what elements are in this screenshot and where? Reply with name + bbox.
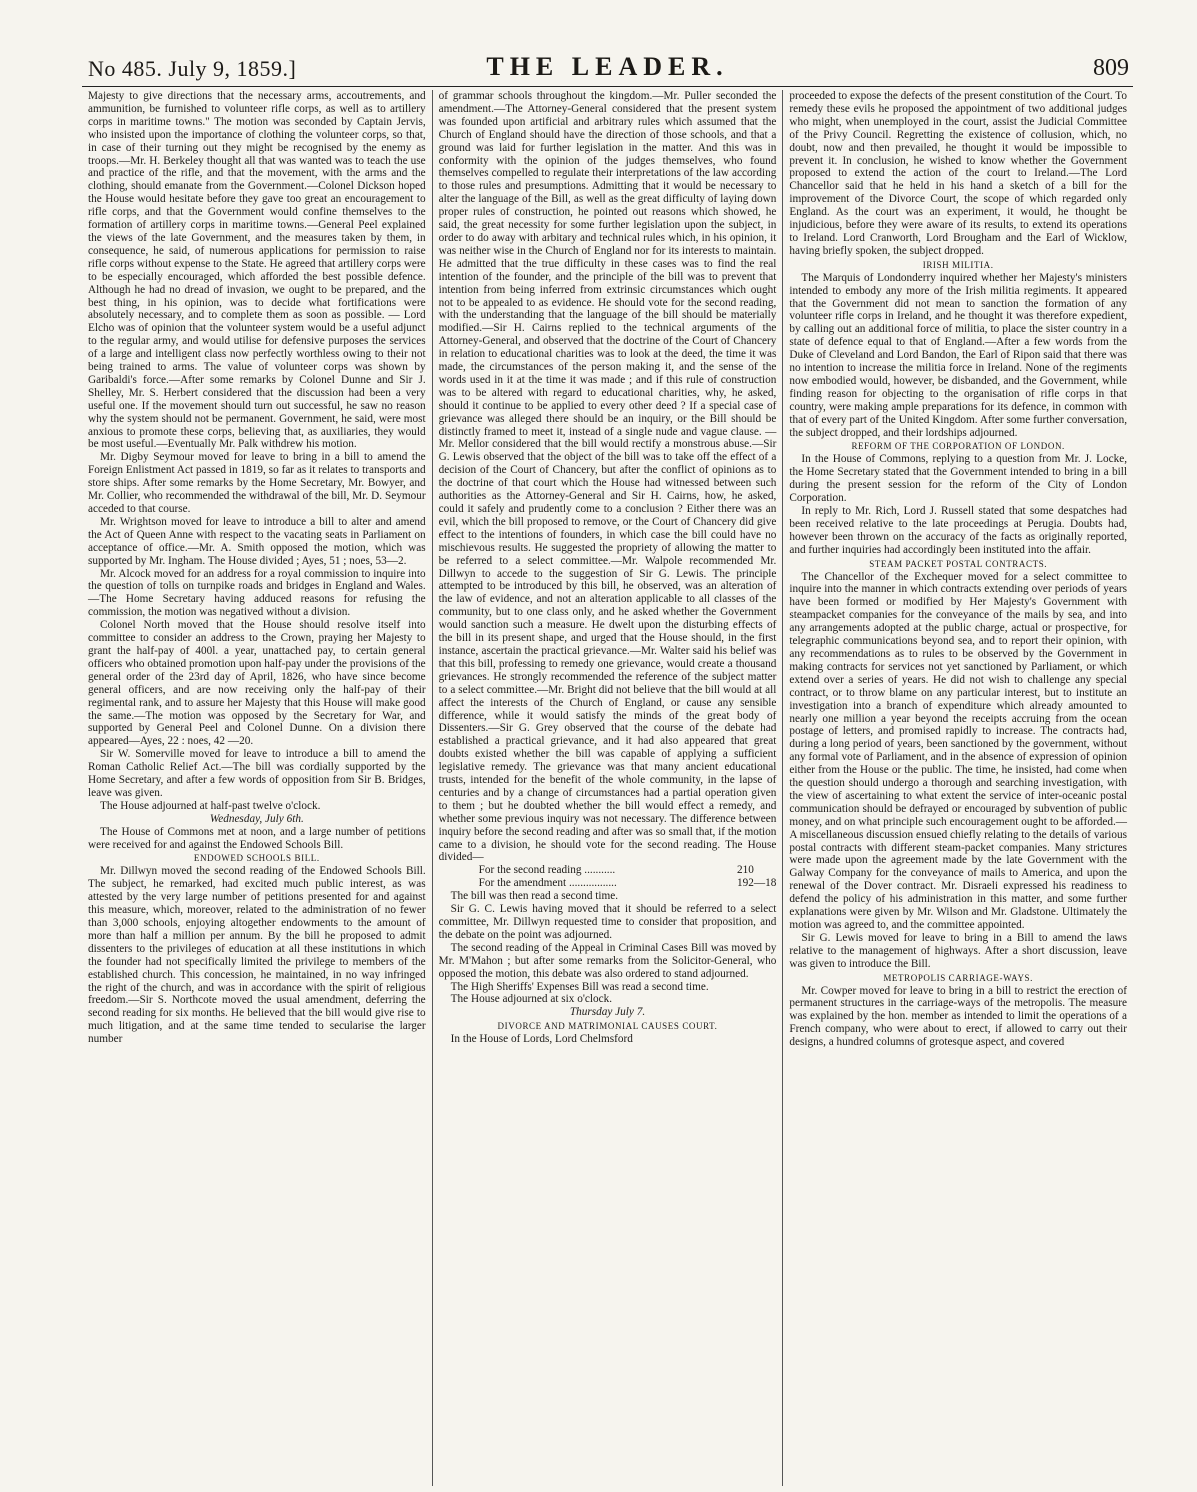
paragraph: In reply to Mr. Rich, Lord J. Russell stated that some despatches had been received relative to the late proceedings at Perugia. Doubts had, however been thrown on the accuracy of the facts as originally reported, and further inquiries had accordingly been instituted into the affair.	[789, 505, 1128, 556]
paragraph: Mr. Cowper moved for leave to bring in a bill to restrict the erection of permanent structures in the carriage-ways of the metropolis. The measure was explained by the hon. member as intended to limit the operations of a French company, who were about to erect, if allowed to carry out their designs, a hundred columns of grotesque aspect, and covered	[789, 984, 1128, 1049]
division-label: For the amendment .................	[478, 877, 617, 890]
paragraph: The second reading of the Appeal in Criminal Cases Bill was moved by Mr. M'Mahon ; but after some remarks from the Solicitor-General, who opposed the motion, this debate was also ordered to stand adjourned.	[438, 941, 777, 980]
section-heading: IRISH MILITIA.	[922, 259, 994, 270]
paragraph: Mr. Dillwyn moved the second reading of the Endowed Schools Bill. The subject, he remarked, had excited much public interest, as was attested by the very large number of petitions presented for and against this measure, which, moreover, related to the administration of no fewer than 3,000 schools, enjoying altogether endowments to the amount of more than half a million per annum. By the bill he proposed to admit dissenters to the privileges of education at all these institutions in which the founder had not specifically limited the privilege to members of the established church. This concession, he maintained, in no way infringed the right of the church, and was in accordance with the spirit of religious freedom.—Sir S. Northcote moved the usual amendment, deferring the second reading for six months. He believed that the bill would give rise to much litigation, and at the same time tended to secularise the larger number	[88, 865, 426, 1046]
masthead	[82, 48, 1133, 82]
column-3	[782, 90, 1133, 1486]
section-heading: REFORM OF THE CORPORATION OF LONDON.	[851, 441, 1065, 452]
division-value: 210	[736, 864, 754, 877]
paragraph: Mr. Digby Seymour moved for leave to bring in a bill to amend the Foreign Enlistment Act passed in 1819, so far as it relates to transports and store ships. After some remarks by the Home Secretary, Mr. Bowyer, and Mr. Collier, who recommended the withdrawal of the bill, Mr. D. Seymour acceded to that course.	[88, 451, 426, 515]
section-heading: ENDOWED SCHOOLS BILL.	[193, 853, 320, 864]
paragraph: Sir G. C. Lewis having moved that it should be referred to a select committee, Mr. Dillwyn requested time to consider that proposition, and the debate on the point was adjourned.	[438, 903, 777, 941]
paragraph: Majesty to give directions that the necessary arms, accoutrements, and ammunition, be furnished to volunteer rifle corps, as well as to artillery corps in maritime towns." The motion was seconded by Captain Jervis, who insisted upon the importance of clothing the volunteer corps, so that, in case of their turning out they might be recognised by the enemy as troops.—Mr. H. Berkeley thought all that was wanted was to teach the use and practice of the rifle, and that the movement, with the arms and the clothing, should emanate from the Government.—Colonel Dickson hoped the House would hesitate before they gave too great an encouragement to rifle corps, and that the Government would confine themselves to the formation of artillery corps in maritime towns.—General Peel explained the views of the late Government, and the measures taken by them, in consequence, he said, of numerous applications for permission to raise rifle corps without expense to the State. He agreed that artillery corps were to be especially encouraged, which afforded the best possible defence. Although he had no dread of invasion, we ought to be prepared, and the best thing, in his opinion, was to decide what fortifications were absolutely necessary, and to complete them as soon as possible. — Lord Elcho was of opinion that the volunteer system would be a useful adjunct to the regular army, and would utilise for defensive purposes the services of a large and intelligent class now perfectly worthless owing to their not being trained to arms. The value of volunteer corps was shown by Garibaldi's force.—After some remarks by Colonel Dunne and Sir J. Shelley, Mr. S. Herbert considered that the discussion had been a very useful one. If the movement should turn out successful, he saw no reason why the system should not be permanent. Government, he said, were most anxious to promote these corps, believing that, as auxiliaries, they would be most useful.—Eventually Mr. Palk withdrew his motion.	[88, 90, 426, 451]
paragraph: proceeded to expose the defects of the present constitution of the Court. To remedy these evils he proposed the appointment of two additional judges who might, when unemployed in the court, assist the Judicial Committee of the Privy Council. Regretting the existence of collusion, which, no doubt, now and then prevailed, he thought it would be impossible to prevent it. In conclusion, he wished to know whether the Government proposed to extend the action of the court to Ireland.—The Lord Chancellor said that he held in his hand a sketch of a bill for the improvement of the Divorce Court, the scope of which regarded only England. As the court was an experiment, it would, he thought be injudicious, before they were aware of its results, to extend its operations to Ireland. Lord Cranworth, Lord Brougham and the Earl of Wicklow, having briefly spoken, the subject dropped.	[789, 90, 1128, 257]
paragraph: The House adjourned at half-past twelve o'clock.	[100, 799, 321, 812]
paragraph: Mr. Alcock moved for an address for a royal commission to inquire into the question of tolls on turnpike roads and bridges in England and Wales. —The Home Secretary having adduced reasons for refusing the commission, the motion was negatived without a division.	[88, 567, 426, 619]
section-date: Wednesday, July 6th.	[209, 812, 304, 825]
paragraph: Colonel North moved that the House should resolve itself into committee to consider an address to the Crown, praying her Majesty to grant the half-pay of 400l. a year, unattached pay, to certain general officers who obtained promotion upon half-pay under the provisions of the general order of the 23rd day of April, 1826, who have since become general officers, and are now receiving only the half-pay of their regimental rank, and to assure her Majesty that this House will make good the same.—The motion was opposed by the Secretary for War, and supported by General Peel and Colonel Dunne. On a division there appeared—Ayes, 22 : noes, 42 —20.	[88, 619, 426, 748]
column-2	[432, 90, 783, 1486]
issue-date: No 485. July 9, 1859.]	[88, 56, 297, 81]
paragraph: The Marquis of Londonderry inquired whether her Majesty's ministers intended to embody any more of the Irish militia regiments. It appeared that the Government did not mean to sanction the formation of any volunteer rifle corps in Ireland, and he thought it was therefore expedient, by calling out an additional force of militia, to place the sister country in a state of defence equal to that of England.—After a few words from the Duke of Cleveland and Lord Bandon, the Earl of Ripon said that there was no intention to increase the militia force in Ireland. None of the regiments now embodied would, however, be disbanded, and the Government, while finding reason for objecting to the organisation of rifle corps in that country, were making ample preparations for its defence, in common with that of every part of the United Kingdom. After some further conversation, the subject dropped, and their lordships adjourned.	[789, 271, 1128, 439]
page-number: 809	[1093, 55, 1129, 81]
paragraph: The House of Commons met at noon, and a large number of petitions were received for and against the Endowed Schools Bill.	[88, 825, 426, 851]
section-heading: DIVORCE AND MATRIMONIAL CAUSES COURT.	[497, 1021, 718, 1032]
text-columns	[82, 90, 1133, 1486]
paragraph: In the House of Commons, replying to a question from Mr. J. Locke, the Home Secretary stated that the Government intended to bring in a bill during the present session for the reform of the City of London Corporation.	[789, 453, 1128, 505]
header-rule	[82, 86, 1133, 87]
paragraph: of grammar schools throughout the kingdom.—Mr. Puller seconded the amendment.—The Attorney-General considered that the present system was founded upon artificial and arbitrary rules which assumed that the Church of England should have the direction of those schools, and that a ground was laid for further legislation in the matter. And this was in conformity with the opinion of the judges themselves, who found themselves compelled to regulate their interpretations of the law according to those rules and presumptions. Admitting that it would be necessary to alter the language of the Bill, as well as the great difficulty of laying down proper rules of construction, he pointed out reasons which showed, he said, the great necessity for some further legislation upon the subject, in order to do away with arbitary and technical rules which, in his opinion, it was neither wise in the Church of England nor for its interests to maintain. He admitted that the true difficulty in these cases was to find the real intention of the founder, and the principle of the bill was to prevent that intention from being inferred from extrinsic circumstances which ought not to be appealed to as evidence. He should vote for the second reading, with the understanding that the language of the bill should be materially modified.—Sir H. Cairns replied to the technical arguments of the Attorney-General, and observed that the doctrine of the Court of Chancery in relation to educational charities was to look at the deed, the time it was made, the circumstances of the person making it, and the sense of the words used in it at the time it was made ; and if this rule of construction was to be altered with regard to educational charities, why, he asked, should it continue to be applied to every other deed ? If a special case of grievance was alleged there should be an inquiry, or the Bill should be distinctly framed to meet it, instead of a single nude and vague clause. —Mr. Mellor considered that the bill would rectify a monstrous abuse.—Sir G. Lewis observed that the object of the bill was to take off the effect of a decision of the Court of Chancery, but after the conflict of opinions as to the doctrine of that court which the House had witnessed between such authorities as the Attorney-General and Sir H. Cairns, how, he asked, could it safely and prudently come to a conclusion ? Either there was an evil, which the bill proposed to remove, or the Court of Chancery did give effect to the intentions of founders, in which case the bill could have no mischievous results. He suggested the propriety of allowing the matter to be referred to a select committee.—Mr. Walpole recommended Mr. Dillwyn to accede to the suggestion of Sir G. Lewis. The principle attempted to be introduced by this bill, he observed, was an alteration of the law of evidence, and not an alteration applicable to all classes of the community, but to one class only, and he asked whether the Government would sanction such a measure. He dwelt upon the disturbing effects of the bill in its present shape, and urged that the House should, in the first instance, ascertain the practical grievance.—Mr. Walter said his belief was that this bill, professing to remedy one grievance, would create a thousand grievances. He strongly recommended the reference of the subject matter to a select committee.—Mr. Bright did not believe that the bill would at all affect the interests of the Church of England, or cause any sensible difference, while it would satisfy the minds of the great body of Dissenters.—Sir G. Grey observed that the course of the debate had established a practical grievance, and it had also appeared that great doubts existed whether the bill was capable of applying a sufficient legislative remedy. The grievance was that many ancient educational trusts, intended for the benefit of the whole community, in the lapse of centuries and by a change of circumstances had a partial operation given to them ; but he doubted whether the bill would effect a remedy, and whether some previous inquiry was not necessary. The difference between inquiry before the second reading and after was so small that, if the motion came to a division, he should vote for the second reading. The House divided—	[438, 90, 777, 864]
paragraph: Sir G. Lewis moved for leave to bring in a Bill to amend the laws relative to the management of highways. After a short discussion, leave was given to introduce the Bill.	[789, 931, 1128, 970]
paragraph: The House adjourned at six o'clock.	[450, 993, 613, 1006]
division-label: For the second reading ...........	[478, 864, 616, 877]
paragraph: The bill was then read a second time.	[450, 890, 619, 903]
section-heading: STEAM PACKET POSTAL CONTRACTS.	[869, 558, 1048, 569]
division-result	[479, 864, 777, 890]
paragraph: Mr. Wrightson moved for leave to introduce a bill to alter and amend the Act of Queen Anne with respect to the vacating seats in Parliament on acceptance of office.—Mr. A. Smith opposed the motion, which was supported by Mr. Ingham. The House divided ; Ayes, 51 ; noes, 53—2.	[88, 515, 426, 567]
column-1	[82, 90, 432, 1486]
paragraph: In the House of Lords, Lord Chelmsford	[450, 1033, 633, 1046]
paragraph: The Chancellor of the Exchequer moved for a select committee to inquire into the manner in which contracts extending over periods of years have been formed or modified by Her Majesty's Government with steampacket companies for the conveyance of the mails by sea, and into any arrangements adopted at the public charge, actual or prospective, for telegraphic communications beyond sea, and to report their opinion, with any recommendations as to rules to be observed by the Government in making contracts for services not yet sanctioned by Parliament, or which extend over a series of years. He did not wish to challenge any special contract, or to throw blame on any particular interest, but to institute an investigation into a branch of expenditure which already amounted to nearly one million a year beyond the receipts accruing from the ocean postage of letters, and promised rapidly to increase. The contracts had, during a long period of years, been sanctioned by the government, without any formal vote of Parliament, and in the absence of expression of opinion either from the House or the public. The time, he insisted, had come when the question should undergo a thorough and searching investigation, with the view of ascertaining to what extent the service of inter-oceanic postal communication should be defrayed or encouraged by subvention of public money, and on what principle such encouragement ought to be afforded.—A miscellaneous discussion ensued chiefly relating to the details of various postal contracts with different steam-packet companies. Many strictures were made upon the agreement made by the late Government with the Galway Company for the conveyance of mails to America, and upon the renewal of the Dover contract. Mr. Disraeli expressed his readiness to defend the policy of his administration in this matter, and some further explanations were given by Mr. Wilson and Mr. Gladstone. Ultimately the motion was agreed to, and the committee appointed.	[789, 570, 1128, 931]
newspaper-title: THE LEADER.	[486, 52, 729, 81]
paragraph: The High Sheriffs' Expenses Bill was read a second time.	[450, 980, 709, 993]
section-heading: METROPOLIS CARRIAGE-WAYS.	[883, 972, 1034, 983]
paragraph: Sir W. Somerville moved for leave to introduce a bill to amend the Roman Catholic Relief Act.—The bill was cordially supported by the Home Secretary, and after a few words of opposition from Sir B. Bridges, leave was given.	[88, 748, 426, 799]
section-date: Thursday July 7.	[569, 1006, 646, 1019]
division-value: 192—18	[736, 877, 777, 890]
